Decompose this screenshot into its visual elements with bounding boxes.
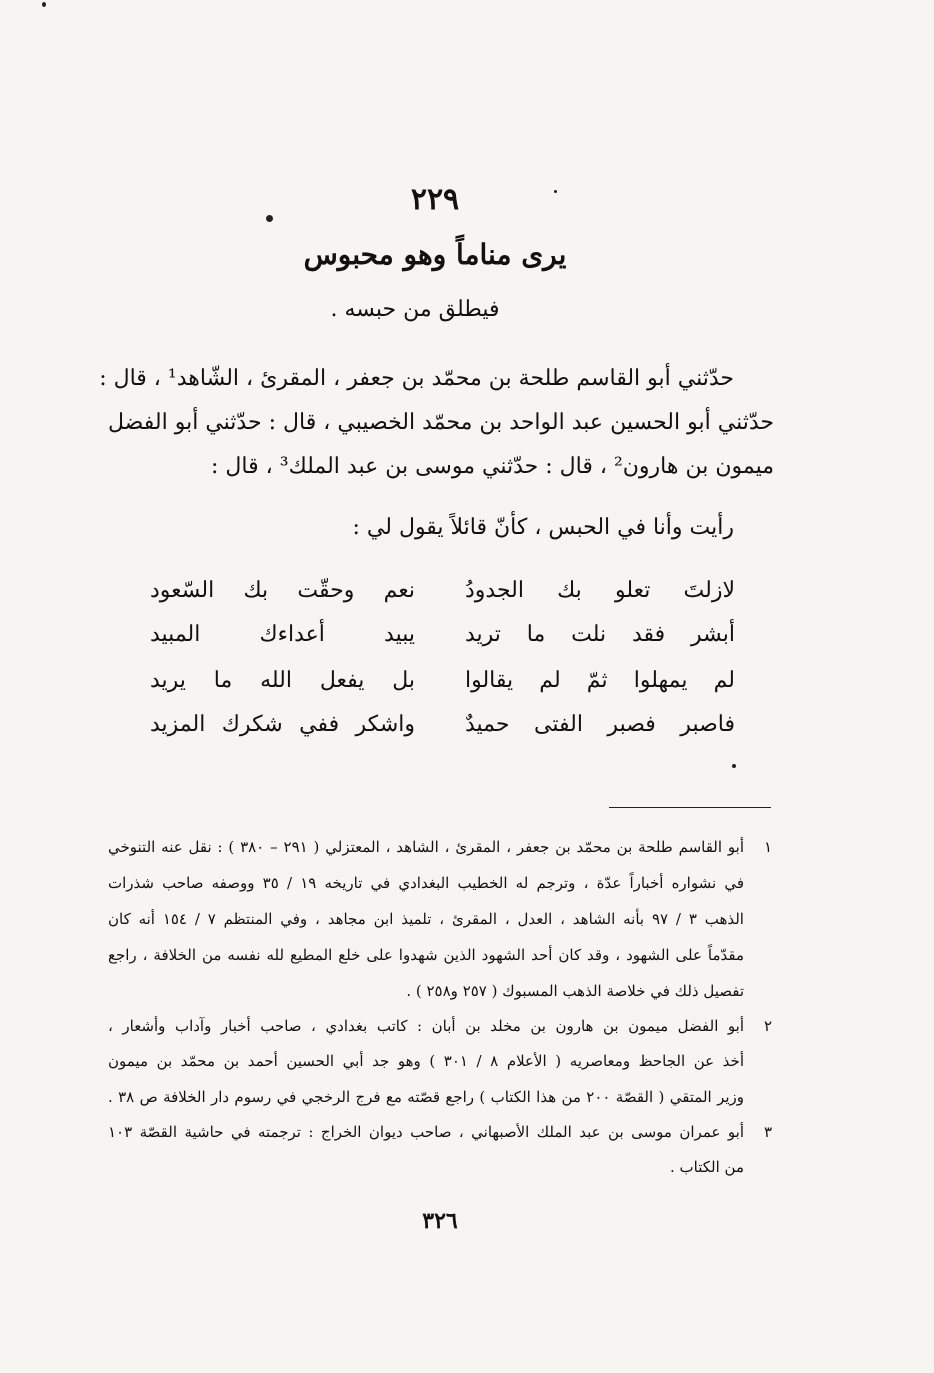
story-subtitle: فيطلق من حبسه . <box>330 297 500 322</box>
verse-first-hemistich: أبشر فقد نلت ما تريد <box>465 622 735 647</box>
verse-second-hemistich: بل يفعل الله ما يريد <box>150 668 415 693</box>
story-number: ٢٢٩ <box>410 182 460 217</box>
footnote-divider <box>609 807 771 808</box>
story-title: يرى مناماً وهو محبوس <box>303 238 567 271</box>
footnote-line: تفصيل ذلك في خلاصة الذهب المسبوك ( ٢٥٧ و٢٥٨ ) . <box>406 982 744 1000</box>
footnote-line: أبو عمران موسى بن عبد الملك الأصبهاني ، صاحب ديوان الخراج : ترجمته في حاشية القصّة ١٠٣ <box>108 1123 744 1141</box>
footnote-line: وزير المتقي ( القصّة ٢٠٠ من هذا الكتاب ) راجع قصّته مع فرج الرخجي في رسوم دار الخلافة ص ٣٨ . <box>108 1088 745 1106</box>
poem-verse <box>150 712 735 752</box>
verse-second-hemistich: يبيد أعداءك المبيد <box>150 622 415 647</box>
footnote-line: أبو الفضل ميمون بن هارون بن مخلد بن أبان : كاتب بغدادي ، صاحب أخبار وآداب وأشعار ، <box>108 1017 744 1035</box>
page-number: ٣٢٦ <box>422 1208 458 1234</box>
verse-second-hemistich: واشكر ففي شكرك المزيد <box>150 712 415 737</box>
verse-first-hemistich: لازلتَ تعلو بك الجدودُ <box>465 578 735 603</box>
footnote-number: ١ <box>763 838 773 856</box>
footnote-line: الذهب ٣ / ٩٧ بأنه الشاهد ، العدل ، المقرئ ، تلميذ ابن مجاهد ، وفي المنتظم ٧ / ١٥٤ أنه كان <box>108 910 744 928</box>
paragraph-line: حدّثني أبو القاسم طلحة بن محمّد بن جعفر ، المقرئ ، الشّاهد¹ ، قال : <box>99 366 734 391</box>
footnote-line: أخذ عن الجاحظ ومعاصريه ( الأعلام ٨ / ٣٠١ ) وهو جد أبي الحسين أحمد بن محمّد بن ميمون <box>108 1052 744 1070</box>
footnote-number: ٢ <box>763 1017 773 1035</box>
footnote-line: أبو القاسم طلحة بن محمّد بن جعفر ، المقرئ ، الشاهد ، المعتزلي ( ٢٩١ – ٣٨٠ ) : نقل عنه التنوخي <box>108 838 744 856</box>
verse-first-hemistich: لم يمهلوا ثمّ لم يقالوا <box>465 668 735 693</box>
poem-verse <box>150 622 735 662</box>
paragraph-line: حدّثني أبو الحسين عبد الواحد بن محمّد الخصيبي ، قال : حدّثني أبو الفضل <box>108 410 774 435</box>
footnote-line: من الكتاب . <box>670 1158 744 1176</box>
footnote-number: ٣ <box>763 1123 773 1141</box>
footnote-line: مقدّماً على الشهود ، وقد كان أحد الشهود الذين شهدوا على خلع المطيع لله نفسه من الخلافة ، راجع <box>108 946 744 964</box>
ink-speck <box>732 764 736 768</box>
verse-second-hemistich: نعم وحقّت بك السّعود <box>150 578 415 603</box>
paragraph-line: ميمون بن هارون² ، قال : حدّثني موسى بن عبد الملك³ ، قال : <box>211 454 774 479</box>
verse-first-hemistich: فاصبر فصبر الفتى حميدٌ <box>465 712 735 737</box>
ink-speck <box>42 2 46 7</box>
poem-verse <box>150 578 735 618</box>
intro-line: رأيت وأنا في الحبس ، كأنّ قائلاً يقول لي : <box>352 515 734 540</box>
footnote-line: في نشواره أخباراً عدّة ، وترجم له الخطيب البغدادي في تاريخه ١٩ / ٣٥ ووصفه صاحب شذرات <box>108 874 744 892</box>
poem-verse <box>150 668 735 708</box>
